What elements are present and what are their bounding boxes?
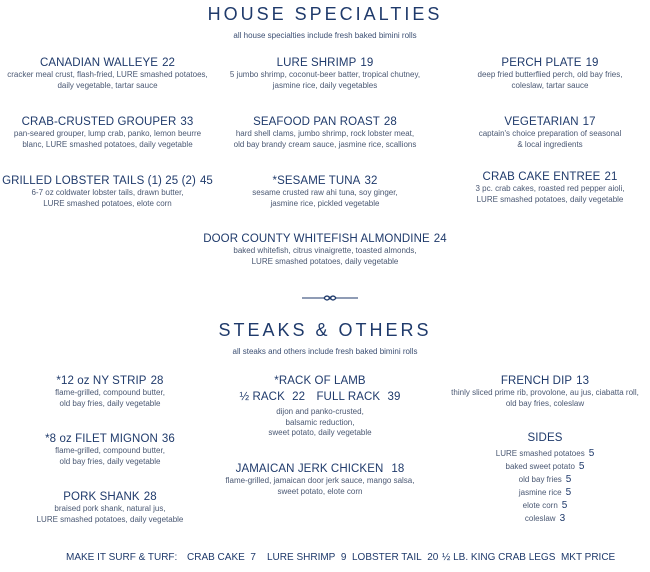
menu-item [0,56,215,91]
item-price: 45 [199,175,213,187]
side-price: 5 [588,448,595,459]
item-price: 32 [364,175,378,187]
side-name: LURE smashed potatoes [495,449,585,458]
option-price: 9 [340,552,347,563]
item-name: LURE SHRIMP [276,57,357,69]
side-item [440,447,650,460]
side-price: 5 [565,487,572,498]
item-desc-line: flame-grilled, jamaican door jerk sauce, mango salsa, [225,476,415,485]
option-name: CRAB CAKE [187,552,245,563]
item-desc-line: blanc, LURE smashed potatoes, daily vegetable [22,139,193,149]
option-price: 7 [250,552,256,563]
item-desc-line: jasmine rice, daily vegetables [272,80,378,90]
item-name: *8 oz FILET MIGNON [45,433,158,445]
item-price: 33 [180,116,194,128]
surf-turf-label: MAKE IT SURF & TURF: [66,552,178,563]
side-price: 5 [565,474,572,485]
item-name: PERCH PLATE [501,57,582,69]
lamb-full-label: FULL RACK [316,391,381,403]
item-desc-line: old bay brandy cream sauce, jasmine rice, scallions [233,139,417,149]
menu-item [450,56,650,91]
surf-turf-option [352,552,438,563]
side-item [440,473,650,486]
item-name: GRILLED LOBSTER TAILS (1) 25 (2) [2,175,196,187]
menu-item [10,374,210,409]
item-desc-line: coleslaw, tartar sauce [511,80,589,90]
option-name: LOBSTER TAIL [352,552,422,563]
item-price: 18 [391,463,405,475]
item-desc-line: LURE smashed potatoes, daily vegetable [476,194,624,204]
house-section-title: HOUSE SPECIALTIES [207,4,443,24]
lamb-full-price: 39 [387,391,401,403]
item-name: FRENCH DIP [500,375,573,387]
steaks-section-note: all steaks and others include fresh baked bimini rolls [232,347,418,356]
lamb-half-price: 22 [292,391,306,403]
side-name: old bay fries [518,475,562,484]
item-price: 17 [582,116,596,128]
option-price: MKT PRICE [560,552,616,563]
item-desc-line: captain's choice preparation of seasonal [478,129,622,138]
side-name: coleslaw [524,514,556,523]
item-price: 28 [383,116,397,128]
side-price: 5 [561,500,568,511]
menu-item [0,174,215,209]
item-desc-line: hard shell clams, jumbo shrimp, rock lobster meat, [235,129,415,138]
menu-item [0,115,215,150]
item-desc-line: pan-seared grouper, lump crab, panko, lemon beurre [13,129,202,138]
side-name: jasmine rice [518,488,562,497]
item-desc-line: old bay fries, coleslaw [505,398,585,408]
side-price: 3 [559,513,566,524]
item-price: 22 [162,57,176,69]
item-desc-line: 5 jumbo shrimp, coconut-beer batter, tropical chutney, [229,70,421,79]
item-price: 24 [433,233,447,245]
item-desc-line: cracker meal crust, flash-fried, LURE smashed potatoes, [7,70,208,79]
menu-item [210,174,440,209]
house-section-note: all house specialties include fresh baked bimini rolls [233,31,417,40]
lamb-half-label: ½ RACK [239,391,285,403]
steaks-section-title: STEAKS & OTHERS [218,320,432,340]
item-desc-line: LURE smashed potatoes, daily vegetable [36,514,184,524]
item-desc-line: LURE smashed potatoes, daily vegetable [251,256,399,266]
menu-item [200,462,440,497]
side-name: elote corn [522,501,558,510]
item-price: 19 [585,57,599,69]
item-desc-line: flame-grilled, compound butter, [55,388,165,397]
item-desc-line: flame-grilled, compound butter, [55,446,165,455]
option-price: 20 [427,552,439,563]
surf-turf-option [267,552,346,563]
item-desc-line: old bay fries, daily vegetable [59,456,161,466]
side-item [440,499,650,512]
item-price: 28 [150,375,164,387]
menu-item [210,56,440,91]
item-name: VEGETARIAN [504,116,579,128]
side-item [440,486,650,499]
menu-item [10,490,210,525]
item-desc-line: thinly sliced prime rib, provolone, au jus, ciabatta roll, [451,388,639,397]
item-desc-line: deep fried butterflied perch, old bay fries, [477,70,623,79]
item-name: *12 oz NY STRIP [56,375,147,387]
item-price: 13 [576,375,590,387]
menu-item [210,115,440,150]
item-name: *RACK OF LAMB [274,375,366,387]
menu-item [450,170,650,205]
menu-item [440,374,650,409]
item-price: 21 [604,171,618,183]
item-desc-line: sweet potato, elote corn [277,486,363,496]
item-name: *SESAME TUNA [272,175,361,187]
item-desc-line: balsamic reduction, [285,417,355,427]
surf-turf-option [442,552,615,563]
item-name: PORK SHANK [63,491,140,503]
menu-item [220,374,420,439]
item-name: CANADIAN WALLEYE [39,57,159,69]
item-name: DOOR COUNTY WHITEFISH ALMONDINE [203,233,430,245]
item-name: CRAB-CRUSTED GROUPER [21,116,177,128]
item-desc-line: sweet potato, daily vegetable [268,428,372,437]
item-desc-line: dijon and panko-crusted, [276,407,364,416]
sides-title: SIDES [527,432,563,444]
option-name: ½ LB. KING CRAB LEGS [442,552,556,563]
option-name: LURE SHRIMP [267,552,336,563]
item-desc-line: baked whitefish, citrus vinaigrette, toasted almonds, [233,246,417,255]
item-desc-line: jasmine rice, pickled vegetable [270,198,380,208]
item-desc-line: LURE smashed potatoes, elote corn [43,198,172,208]
item-desc-line: 3 pc. crab cakes, roasted red pepper aioli, [475,184,625,193]
item-desc-line: braised pork shank, natural jus, [54,504,166,513]
menu-item [175,232,475,267]
item-desc-line: daily vegetable, tartar sauce [57,80,158,90]
surf-turf-option [187,552,256,563]
side-item [440,460,650,473]
item-desc-line: & local ingredients [517,139,583,149]
item-name: CRAB CAKE ENTREE [482,171,601,183]
item-price: 36 [161,433,175,445]
menu-item [450,115,650,150]
item-price: 28 [143,491,157,503]
item-desc-line: old bay fries, daily vegetable [59,398,161,408]
item-name: JAMAICAN JERK CHICKEN [235,463,384,475]
side-price: 5 [578,461,585,472]
item-name: SEAFOOD PAN ROAST [253,116,380,128]
item-price: 19 [360,57,374,69]
side-name: baked sweet potato [505,462,575,471]
sides-section [440,431,650,525]
item-desc-line: sesame crusted raw ahi tuna, soy ginger, [252,188,398,197]
menu-item [10,432,210,467]
item-desc-line: 6-7 oz coldwater lobster tails, drawn butter, [31,188,184,197]
side-item [440,512,650,525]
ornamental-divider-icon [300,292,360,304]
